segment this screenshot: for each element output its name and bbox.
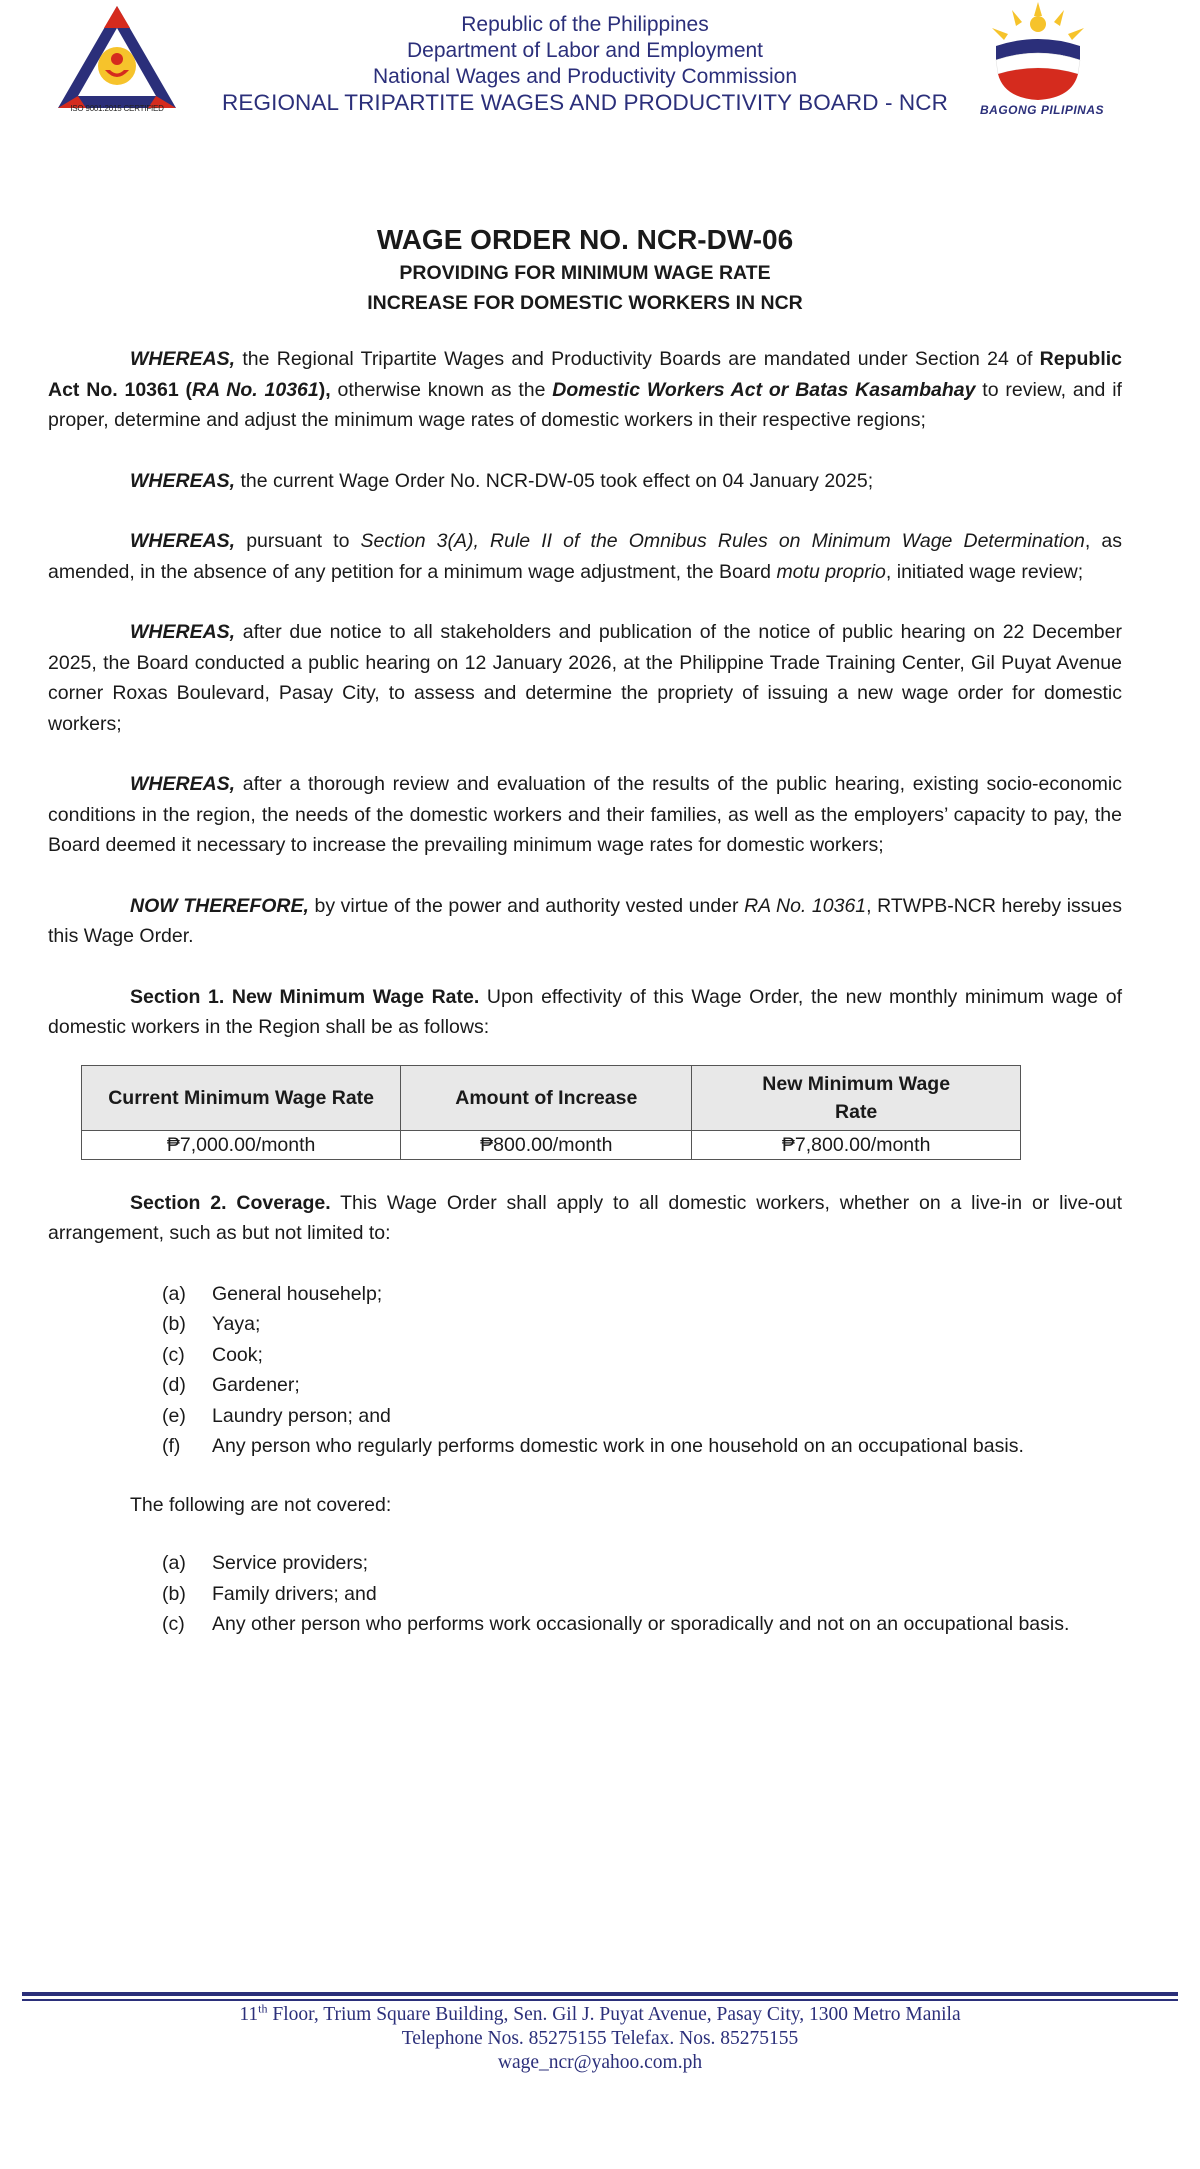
whereas-lead: WHEREAS, xyxy=(130,530,236,552)
act-name: Domestic Workers Act or Batas Kasambahay xyxy=(552,378,976,401)
header-increase: Amount of Increase xyxy=(401,1065,692,1130)
floor-number: 11 xyxy=(239,2004,259,2025)
list-item-text: Laundry person; and xyxy=(212,1404,391,1427)
paragraph-text: the Regional Tripartite Wages and Productivity Boards are mandated under Section 24 of xyxy=(235,348,1040,370)
section-1-paragraph xyxy=(48,982,1122,1043)
whereas-lead: WHEREAS, xyxy=(130,469,236,492)
list-item xyxy=(162,1340,1122,1371)
list-item xyxy=(162,1370,1122,1401)
cell-increase: ₱800.00/month xyxy=(401,1130,692,1159)
paragraph-text: , as amended, in the absence of any petition for a minimum wage adjustment, the Board xyxy=(48,530,1123,583)
not-covered-intro: The following are not covered: xyxy=(130,1493,392,1516)
now-therefore-paragraph xyxy=(48,891,1122,952)
iso-certification: ISO 9001:2015 CERTIFIED xyxy=(70,104,164,113)
header-current-rate: Current Minimum Wage Rate xyxy=(82,1065,401,1130)
title-block xyxy=(48,222,1122,318)
paragraph-text: after a thorough review and evaluation of the results of the public hearing, existing socio-economic conditions in the region, the needs of the domestic workers and their families, as well as the employers’ capacity to pay, the Board deemed it necessary to increase the prevailing minimum wage rates for domestic workers; xyxy=(48,773,1122,856)
list-marker: (a) xyxy=(162,1552,186,1574)
whereas-public-hearing-paragraph xyxy=(48,617,1122,739)
list-marker: (e) xyxy=(162,1404,186,1427)
list-item xyxy=(162,1401,1122,1432)
document-body xyxy=(48,222,1122,1640)
list-marker: (c) xyxy=(162,1343,185,1366)
list-item-text: Service providers; xyxy=(212,1552,369,1574)
list-marker: (b) xyxy=(162,1313,186,1335)
footer-address xyxy=(0,2003,1200,2027)
ra-reference: RA No. 10361 xyxy=(744,894,867,917)
whereas-lead: WHEREAS, xyxy=(130,621,236,643)
paragraph-text: after due notice to all stakeholders and publication of the notice of public hearing on 22 December 2025, the Board conducted a public hearing on 12 January 2026, at the Philippine Trade Training Center, Gil Puyat Avenue corner Roxas Boulevard, Pasay City, to assess and determine the propriety of issuing a new wage order for domestic workers; xyxy=(48,621,1122,735)
paragraph-text: to review, and if proper, determine and adjust the minimum wage rates of domestic workers in their respective regions; xyxy=(48,378,1122,431)
list-item-text: Any other person who performs work occasionally or sporadically and not on an occupational basis. xyxy=(212,1613,1070,1635)
latin-term: motu proprio xyxy=(776,560,886,583)
letterhead-republic: Republic of the Philippines xyxy=(461,13,709,36)
letterhead-text xyxy=(200,12,970,116)
list-marker: (b) xyxy=(162,1582,186,1605)
whereas-lead: WHEREAS, xyxy=(130,773,236,795)
footer-email: wage_ncr@yahoo.com.ph xyxy=(497,2052,703,2073)
list-item xyxy=(162,1279,1122,1310)
table-row xyxy=(82,1130,1021,1159)
floor-suffix: th xyxy=(258,2001,268,2016)
list-marker: (d) xyxy=(162,1374,186,1396)
letterhead xyxy=(0,0,1200,125)
list-item-text: Cook; xyxy=(212,1343,263,1366)
whereas-evaluation-paragraph xyxy=(48,769,1122,861)
list-item xyxy=(162,1309,1122,1340)
covered-workers-list xyxy=(48,1279,1122,1462)
list-item xyxy=(162,1548,1122,1579)
footer xyxy=(0,2003,1200,2075)
letterhead-department: Department of Labor and Employment xyxy=(406,39,764,62)
ra-short-reference: RA No. 10361 xyxy=(192,378,319,401)
list-item-text: Any person who regularly performs domestic work in one household on an occupational basis. xyxy=(212,1435,1024,1457)
rule-reference: Section 3(A), Rule II of the Omnibus Rules on Minimum Wage Determination xyxy=(360,530,1085,552)
list-marker: (a) xyxy=(162,1282,186,1305)
list-item xyxy=(162,1609,1122,1640)
letterhead-board: REGIONAL TRIPARTITE WAGES AND PRODUCTIVITY BOARD - NCR xyxy=(222,90,948,115)
whereas-mandate-paragraph xyxy=(48,344,1122,436)
list-item-text: Gardener; xyxy=(212,1374,300,1396)
paren-close: ), xyxy=(318,378,331,401)
whereas-lead: WHEREAS, xyxy=(130,348,236,370)
table-header-row xyxy=(82,1065,1021,1130)
list-marker: (c) xyxy=(162,1613,185,1635)
footer-phones: Telephone Nos. 85275155 Telefax. Nos. 85275155 xyxy=(401,2028,799,2049)
subtitle-line-1: PROVIDING FOR MINIMUM WAGE RATE xyxy=(399,262,771,284)
paragraph-text: by virtue of the power and authority vested under xyxy=(308,894,745,917)
list-item xyxy=(162,1431,1122,1462)
republic-act-reference: Republic Act No. 10361 xyxy=(48,348,1122,401)
section-1-label: Section 1. New Minimum Wage Rate. xyxy=(130,985,480,1008)
paragraph-text: the current Wage Order No. NCR-DW-05 took effect on 04 January 2025; xyxy=(235,469,874,492)
not-covered-list xyxy=(48,1548,1122,1640)
paragraph-text: otherwise known as the xyxy=(330,378,553,401)
paragraph-text: pursuant to xyxy=(235,530,361,552)
whereas-current-order-paragraph xyxy=(48,466,1122,497)
paragraph-text: , RTWPB-NCR hereby issues this Wage Order. xyxy=(48,894,1122,947)
dole-logo-icon xyxy=(56,4,178,116)
list-item-text: Family drivers; and xyxy=(212,1582,377,1605)
address-text: Floor, Trium Square Building, Sen. Gil J. Puyat Avenue, Pasay City, 1300 Metro Manila xyxy=(267,2004,961,2025)
letterhead-commission: National Wages and Productivity Commission xyxy=(372,65,798,88)
paragraph-text: Upon effectivity of this Wage Order, the new monthly minimum wage of domestic workers in the Region shall be as follows: xyxy=(48,985,1122,1038)
list-marker: (f) xyxy=(162,1435,181,1457)
bagong-pilipinas-label: BAGONG PILIPINAS xyxy=(979,103,1104,117)
cell-new-rate: ₱7,800.00/month xyxy=(692,1130,1021,1159)
header-new-rate: New Minimum Wage Rate xyxy=(692,1065,1021,1130)
footer-divider xyxy=(22,1992,1178,2001)
now-therefore-lead: NOW THEREFORE, xyxy=(130,894,309,917)
list-item-text: Yaya; xyxy=(212,1313,261,1335)
paragraph-text: This Wage Order shall apply to all domestic workers, whether on a live-in or live-out arrangement, such as but not limited to: xyxy=(48,1191,1122,1244)
cell-current-rate: ₱7,000.00/month xyxy=(82,1130,401,1159)
list-item-text: General househelp; xyxy=(212,1282,383,1305)
paren-open: ( xyxy=(178,378,193,401)
section-2-paragraph xyxy=(48,1188,1122,1249)
wage-rate-table xyxy=(81,1065,1021,1160)
subtitle-line-2: INCREASE FOR DOMESTIC WORKERS IN NCR xyxy=(367,292,803,314)
whereas-omnibus-rules-paragraph xyxy=(48,526,1122,587)
section-2-label: Section 2. Coverage. xyxy=(130,1191,331,1214)
bagong-pilipinas-logo-icon xyxy=(982,2,1094,102)
page-title: WAGE ORDER NO. NCR-DW-06 xyxy=(376,224,794,255)
paragraph-text: , initiated wage review; xyxy=(885,560,1084,583)
list-item xyxy=(162,1579,1122,1610)
